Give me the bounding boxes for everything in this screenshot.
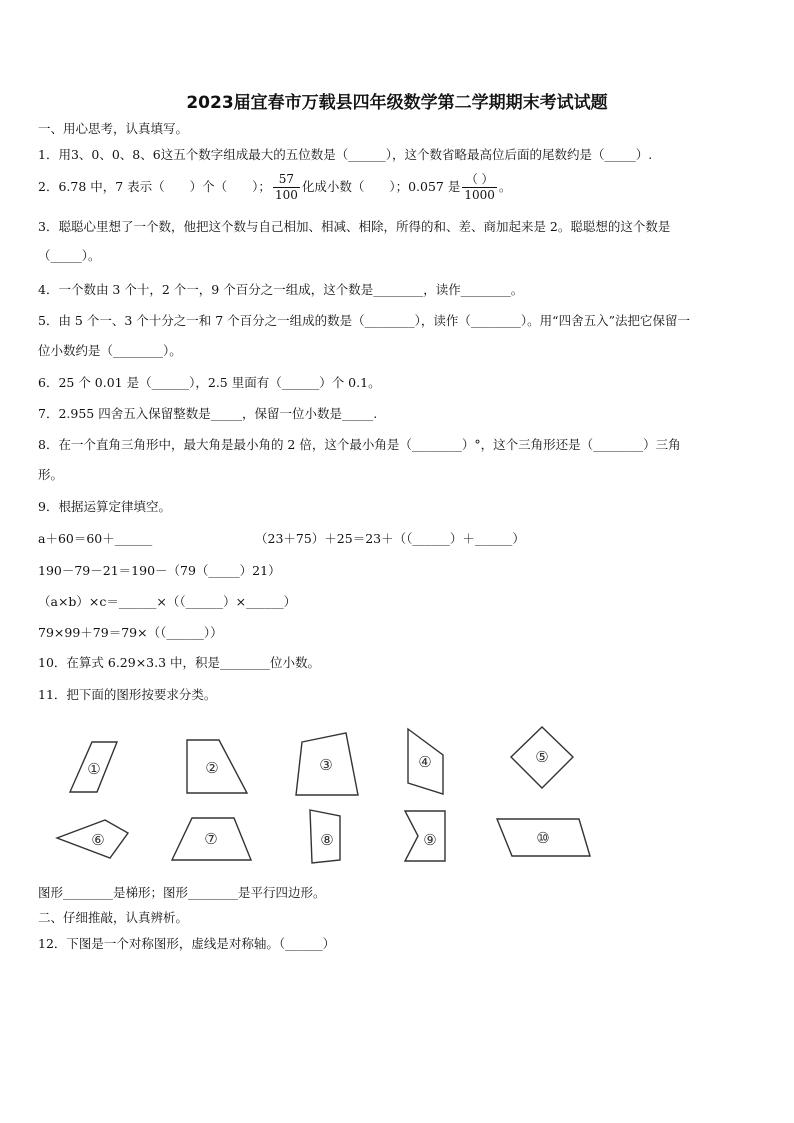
question-11: 11．把下面的图形按要求分类。 bbox=[38, 687, 217, 702]
fraction-denominator: 1000 bbox=[464, 188, 495, 202]
question-5-line-1: 5．由 5 个一、3 个十分之一和 7 个百分之一组成的数是（________），读作（________）。用“四舍五入”法把它保留一 bbox=[38, 313, 690, 328]
question-7: 7．2.955 四舍五入保留整数是_____，保留一位小数是_____. bbox=[38, 406, 378, 421]
question-8-line-2: 形。 bbox=[38, 467, 64, 482]
page-title: 2023届宜春市万载县四年级数学第二学期期末考试试题 bbox=[186, 93, 608, 113]
fraction-denominator: 100 bbox=[274, 188, 298, 202]
question-9-b: （23＋75）＋25＝23＋（（______）＋______） bbox=[255, 531, 525, 546]
shape-label-10: ⑩ bbox=[536, 829, 550, 847]
question-5-line-2: 位小数约是（________）。 bbox=[38, 343, 182, 358]
question-11-answer: 图形________是梯形；图形________是平行四边形。 bbox=[38, 885, 326, 900]
section-heading-2: 二、仔细推敲，认真辨析。 bbox=[38, 910, 189, 925]
question-3-line-2: （_____）。 bbox=[38, 248, 101, 263]
question-6: 6．25 个 0.01 是（______），2.5 里面有（______）个 0.1。 bbox=[38, 375, 381, 390]
shape-label-1: ① bbox=[87, 760, 101, 778]
question-2 bbox=[38, 172, 511, 203]
shape-label-2: ② bbox=[205, 759, 219, 777]
shape-label-7: ⑦ bbox=[204, 830, 218, 848]
fraction-57-100 bbox=[273, 172, 300, 203]
question-9-a: a＋60＝60＋______ bbox=[38, 531, 153, 546]
question-1: 1．用3、0、0、8、6这五个数字组成最大的五位数是（______），这个数省略最高位后面的尾数约是（_____）. bbox=[38, 147, 653, 162]
question-3-line-1: 3．聪聪心里想了一个数，他把这个数与自己相加、相减、相除，所得的和、差、商加起来是 2。聪聪想的这个数是 bbox=[38, 219, 671, 234]
question-9-c: 190－79－21＝190－（79（_____）21） bbox=[38, 563, 281, 578]
question-12: 12．下图是一个对称图形，虚线是对称轴。（______） bbox=[38, 936, 336, 951]
question-2-text-c: 。 bbox=[498, 179, 512, 194]
question-9-d: （a×b）×c＝______×（（______）×______） bbox=[38, 594, 297, 609]
question-2-text-a: 2．6.78 中，7 表示（ ）个（ ）； bbox=[38, 179, 271, 194]
shape-label-5: ⑤ bbox=[535, 748, 549, 766]
fraction-numerator: （ ） bbox=[462, 172, 497, 188]
question-10: 10．在算式 6.29×3.3 中，积是________位小数。 bbox=[38, 655, 321, 670]
shape-label-4: ④ bbox=[418, 753, 432, 771]
fraction-numerator: 57 bbox=[273, 172, 300, 188]
shapes-figure bbox=[0, 715, 794, 875]
section-heading-1: 一、用心思考，认真填写。 bbox=[38, 121, 189, 136]
shape-label-8: ⑧ bbox=[320, 831, 334, 849]
question-9-e: 79×99＋79＝79×（（______）） bbox=[38, 625, 223, 640]
question-9: 9．根据运算定律填空。 bbox=[38, 499, 171, 514]
shape-label-6: ⑥ bbox=[91, 831, 105, 849]
shape-label-9: ⑨ bbox=[423, 831, 437, 849]
fraction-blank-1000 bbox=[462, 172, 497, 203]
question-8-line-1: 8．在一个直角三角形中，最大角是最小角的 2 倍，这个最小角是（________）°，这个三角形还是（________）三角 bbox=[38, 437, 681, 452]
shape-label-3: ③ bbox=[319, 756, 333, 774]
question-2-text-b: 化成小数（ ）；0.057 是 bbox=[301, 179, 461, 194]
question-4: 4．一个数由 3 个十，2 个一，9 个百分之一组成，这个数是________，读作________。 bbox=[38, 282, 524, 297]
